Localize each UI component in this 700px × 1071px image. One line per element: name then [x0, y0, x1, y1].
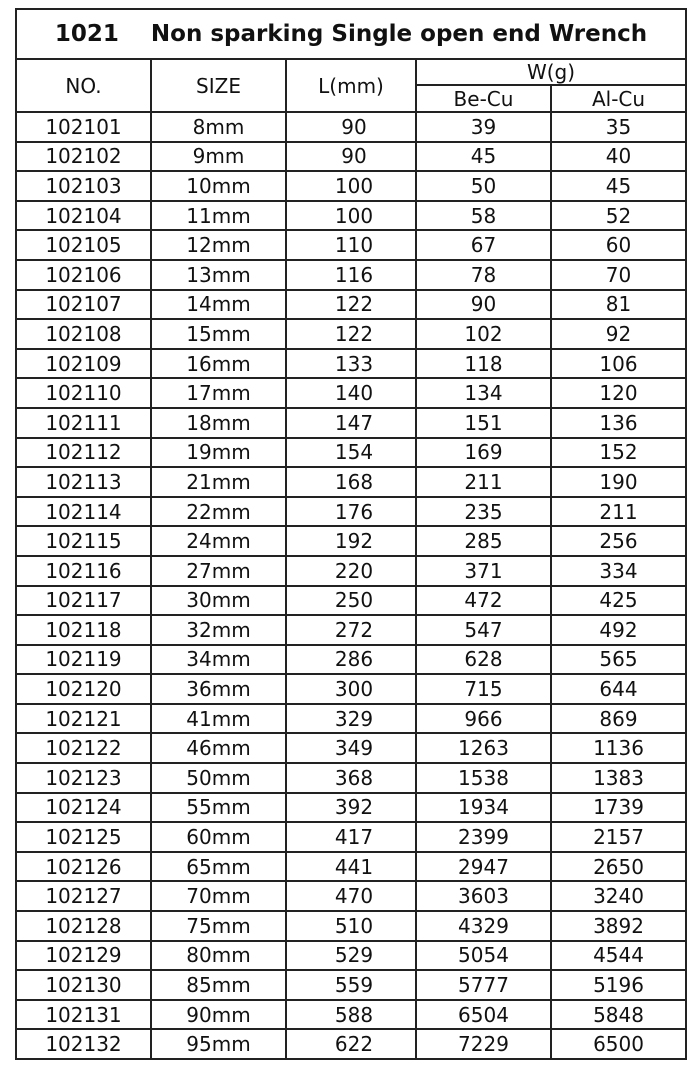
cell-size: 95mm [151, 1029, 286, 1059]
cell-size: 9mm [151, 142, 286, 172]
cell-no: 102127 [16, 881, 151, 911]
table-row [16, 763, 686, 793]
cell-becu-weight: 102 [416, 319, 551, 349]
cell-no: 102104 [16, 201, 151, 231]
cell-size: 60mm [151, 822, 286, 852]
cell-becu-weight: 7229 [416, 1029, 551, 1059]
cell-no: 102112 [16, 438, 151, 468]
cell-length: 122 [286, 319, 416, 349]
cell-length: 147 [286, 408, 416, 438]
cell-length: 349 [286, 733, 416, 763]
cell-alcu-weight: 565 [551, 645, 686, 675]
cell-becu-weight: 966 [416, 704, 551, 734]
cell-becu-weight: 2947 [416, 852, 551, 882]
cell-alcu-weight: 492 [551, 615, 686, 645]
cell-length: 417 [286, 822, 416, 852]
cell-becu-weight: 3603 [416, 881, 551, 911]
table-row [16, 852, 686, 882]
cell-length: 441 [286, 852, 416, 882]
cell-becu-weight: 1934 [416, 793, 551, 823]
cell-length: 559 [286, 970, 416, 1000]
cell-becu-weight: 235 [416, 497, 551, 527]
cell-no: 102111 [16, 408, 151, 438]
cell-no: 102110 [16, 378, 151, 408]
cell-no: 102123 [16, 763, 151, 793]
cell-alcu-weight: 3240 [551, 881, 686, 911]
cell-size: 65mm [151, 852, 286, 882]
table-body [16, 112, 686, 1059]
cell-no: 102130 [16, 970, 151, 1000]
cell-no: 102109 [16, 349, 151, 379]
cell-length: 192 [286, 526, 416, 556]
header-size: SIZE [151, 59, 286, 112]
cell-length: 368 [286, 763, 416, 793]
cell-alcu-weight: 45 [551, 171, 686, 201]
cell-no: 102124 [16, 793, 151, 823]
table-row [16, 230, 686, 260]
cell-alcu-weight: 644 [551, 674, 686, 704]
cell-becu-weight: 6504 [416, 1000, 551, 1030]
cell-becu-weight: 151 [416, 408, 551, 438]
table-row [16, 438, 686, 468]
cell-length: 176 [286, 497, 416, 527]
cell-alcu-weight: 35 [551, 112, 686, 142]
header-becu: Be-Cu [416, 85, 551, 112]
cell-size: 16mm [151, 349, 286, 379]
cell-alcu-weight: 3892 [551, 911, 686, 941]
table-row [16, 911, 686, 941]
cell-no: 102114 [16, 497, 151, 527]
cell-size: 55mm [151, 793, 286, 823]
table-row [16, 733, 686, 763]
cell-alcu-weight: 70 [551, 260, 686, 290]
title-code: 1021 [54, 21, 119, 47]
table-row [16, 467, 686, 497]
cell-alcu-weight: 136 [551, 408, 686, 438]
cell-size: 11mm [151, 201, 286, 231]
cell-size: 17mm [151, 378, 286, 408]
cell-length: 100 [286, 201, 416, 231]
cell-no: 102107 [16, 290, 151, 320]
cell-alcu-weight: 1136 [551, 733, 686, 763]
cell-becu-weight: 2399 [416, 822, 551, 852]
cell-alcu-weight: 60 [551, 230, 686, 260]
table-row [16, 556, 686, 586]
cell-becu-weight: 715 [416, 674, 551, 704]
table-row [16, 171, 686, 201]
cell-size: 13mm [151, 260, 286, 290]
cell-becu-weight: 472 [416, 586, 551, 616]
cell-no: 102118 [16, 615, 151, 645]
cell-no: 102121 [16, 704, 151, 734]
cell-size: 19mm [151, 438, 286, 468]
cell-becu-weight: 45 [416, 142, 551, 172]
cell-size: 34mm [151, 645, 286, 675]
cell-no: 102116 [16, 556, 151, 586]
cell-becu-weight: 118 [416, 349, 551, 379]
cell-length: 300 [286, 674, 416, 704]
table-row [16, 674, 686, 704]
cell-size: 85mm [151, 970, 286, 1000]
table-row [16, 822, 686, 852]
header-length: L(mm) [286, 59, 416, 112]
cell-length: 168 [286, 467, 416, 497]
cell-no: 102108 [16, 319, 151, 349]
table-row [16, 793, 686, 823]
cell-no: 102126 [16, 852, 151, 882]
cell-size: 10mm [151, 171, 286, 201]
table-row [16, 201, 686, 231]
table-title [16, 9, 686, 59]
title-text: Non sparking Single open end Wrench [150, 21, 648, 47]
cell-alcu-weight: 4544 [551, 941, 686, 971]
cell-becu-weight: 67 [416, 230, 551, 260]
cell-becu-weight: 628 [416, 645, 551, 675]
cell-size: 30mm [151, 586, 286, 616]
cell-becu-weight: 134 [416, 378, 551, 408]
cell-size: 46mm [151, 733, 286, 763]
header-weight: W(g) [416, 59, 686, 85]
cell-alcu-weight: 869 [551, 704, 686, 734]
cell-alcu-weight: 1383 [551, 763, 686, 793]
cell-length: 90 [286, 142, 416, 172]
cell-becu-weight: 1263 [416, 733, 551, 763]
cell-size: 41mm [151, 704, 286, 734]
table-row [16, 645, 686, 675]
cell-size: 22mm [151, 497, 286, 527]
cell-length: 588 [286, 1000, 416, 1030]
cell-length: 140 [286, 378, 416, 408]
table-row [16, 378, 686, 408]
cell-no: 102102 [16, 142, 151, 172]
cell-size: 32mm [151, 615, 286, 645]
table-row [16, 615, 686, 645]
header-alcu: Al-Cu [551, 85, 686, 112]
cell-size: 24mm [151, 526, 286, 556]
cell-alcu-weight: 190 [551, 467, 686, 497]
cell-alcu-weight: 6500 [551, 1029, 686, 1059]
cell-alcu-weight: 120 [551, 378, 686, 408]
cell-alcu-weight: 334 [551, 556, 686, 586]
table-row [16, 408, 686, 438]
cell-size: 36mm [151, 674, 286, 704]
cell-no: 102131 [16, 1000, 151, 1030]
cell-size: 50mm [151, 763, 286, 793]
cell-alcu-weight: 152 [551, 438, 686, 468]
cell-size: 90mm [151, 1000, 286, 1030]
table-row [16, 319, 686, 349]
table-row [16, 497, 686, 527]
cell-no: 102105 [16, 230, 151, 260]
cell-no: 102106 [16, 260, 151, 290]
table-row [16, 704, 686, 734]
header-no: NO. [16, 59, 151, 112]
cell-length: 510 [286, 911, 416, 941]
table-row [16, 526, 686, 556]
cell-becu-weight: 371 [416, 556, 551, 586]
table-row [16, 941, 686, 971]
cell-length: 100 [286, 171, 416, 201]
cell-size: 27mm [151, 556, 286, 586]
cell-length: 470 [286, 881, 416, 911]
cell-no: 102113 [16, 467, 151, 497]
cell-becu-weight: 78 [416, 260, 551, 290]
cell-length: 154 [286, 438, 416, 468]
cell-size: 8mm [151, 112, 286, 142]
cell-alcu-weight: 52 [551, 201, 686, 231]
cell-length: 110 [286, 230, 416, 260]
cell-no: 102129 [16, 941, 151, 971]
table-row [16, 112, 686, 142]
cell-alcu-weight: 5196 [551, 970, 686, 1000]
cell-becu-weight: 1538 [416, 763, 551, 793]
cell-becu-weight: 547 [416, 615, 551, 645]
cell-size: 12mm [151, 230, 286, 260]
cell-size: 21mm [151, 467, 286, 497]
cell-length: 220 [286, 556, 416, 586]
table-row [16, 970, 686, 1000]
cell-length: 529 [286, 941, 416, 971]
cell-alcu-weight: 211 [551, 497, 686, 527]
cell-alcu-weight: 425 [551, 586, 686, 616]
cell-alcu-weight: 2157 [551, 822, 686, 852]
cell-no: 102132 [16, 1029, 151, 1059]
cell-no: 102125 [16, 822, 151, 852]
cell-alcu-weight: 256 [551, 526, 686, 556]
cell-becu-weight: 211 [416, 467, 551, 497]
cell-no: 102119 [16, 645, 151, 675]
spec-table [15, 8, 687, 1060]
cell-length: 116 [286, 260, 416, 290]
cell-size: 15mm [151, 319, 286, 349]
cell-becu-weight: 169 [416, 438, 551, 468]
cell-alcu-weight: 92 [551, 319, 686, 349]
table-row [16, 881, 686, 911]
table-row [16, 1000, 686, 1030]
cell-length: 90 [286, 112, 416, 142]
cell-size: 18mm [151, 408, 286, 438]
cell-becu-weight: 285 [416, 526, 551, 556]
cell-alcu-weight: 81 [551, 290, 686, 320]
cell-no: 102120 [16, 674, 151, 704]
cell-size: 14mm [151, 290, 286, 320]
cell-length: 392 [286, 793, 416, 823]
cell-alcu-weight: 106 [551, 349, 686, 379]
table-row [16, 349, 686, 379]
table-row [16, 260, 686, 290]
cell-becu-weight: 90 [416, 290, 551, 320]
cell-alcu-weight: 5848 [551, 1000, 686, 1030]
cell-no: 102128 [16, 911, 151, 941]
cell-no: 102115 [16, 526, 151, 556]
cell-size: 75mm [151, 911, 286, 941]
table-row [16, 1029, 686, 1059]
cell-no: 102103 [16, 171, 151, 201]
cell-becu-weight: 5777 [416, 970, 551, 1000]
cell-no: 102101 [16, 112, 151, 142]
cell-length: 286 [286, 645, 416, 675]
cell-becu-weight: 58 [416, 201, 551, 231]
cell-size: 70mm [151, 881, 286, 911]
cell-becu-weight: 39 [416, 112, 551, 142]
cell-becu-weight: 4329 [416, 911, 551, 941]
table-row [16, 142, 686, 172]
table-row [16, 586, 686, 616]
cell-length: 272 [286, 615, 416, 645]
cell-length: 133 [286, 349, 416, 379]
cell-no: 102122 [16, 733, 151, 763]
cell-alcu-weight: 1739 [551, 793, 686, 823]
cell-becu-weight: 5054 [416, 941, 551, 971]
cell-length: 250 [286, 586, 416, 616]
cell-alcu-weight: 2650 [551, 852, 686, 882]
wrench-spec-sheet [15, 8, 685, 1060]
cell-length: 622 [286, 1029, 416, 1059]
table-row [16, 290, 686, 320]
cell-alcu-weight: 40 [551, 142, 686, 172]
cell-no: 102117 [16, 586, 151, 616]
cell-length: 329 [286, 704, 416, 734]
cell-becu-weight: 50 [416, 171, 551, 201]
cell-length: 122 [286, 290, 416, 320]
cell-size: 80mm [151, 941, 286, 971]
